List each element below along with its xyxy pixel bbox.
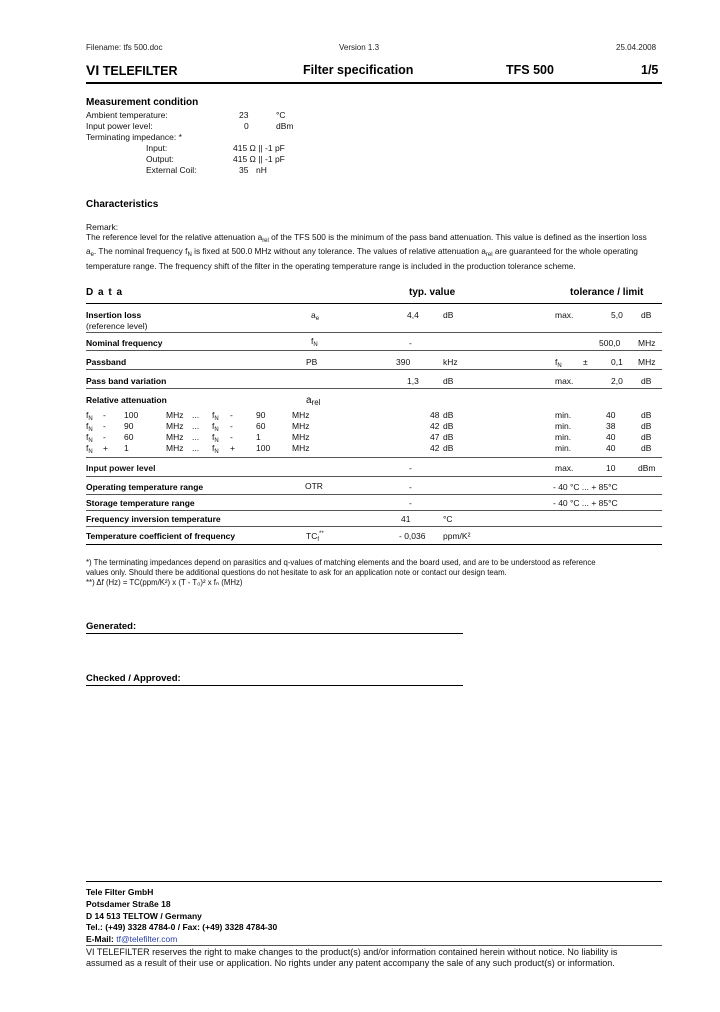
rel-att-cell-tol: 38 <box>606 421 616 431</box>
rel-att-cell-pre: min. <box>555 410 572 420</box>
power-value: 0 <box>244 121 249 131</box>
table-top-rule <box>86 303 662 304</box>
rel-att-cell-v2: 90 <box>256 410 266 420</box>
col-header-tol: tolerance / limit <box>570 287 644 298</box>
footnote-3: **) Δf (Hz) = TC(ppm/K²) x (T - T₀)² x fₙ (MHz) <box>86 578 243 587</box>
row-passband-variation-typ-unit: dB <box>443 376 454 386</box>
rel-att-cell-pre: min. <box>555 421 572 431</box>
generated-signature-line <box>86 633 463 634</box>
row-inversion-typ-unit: °C <box>443 514 453 524</box>
power-label: Input power level: <box>86 121 153 131</box>
page-number: 1/5 <box>641 63 659 77</box>
row-passband-variation-tol-pre: max. <box>555 376 574 386</box>
row-otr-symbol: OTR <box>305 481 323 491</box>
checked-signature-line <box>86 685 463 686</box>
row-nominal-frequency-symbol: $f_N$ <box>311 336 318 348</box>
row-passband-tol-unit: MHz <box>638 357 656 367</box>
rel-att-cell-u2: MHz <box>292 443 310 453</box>
row-passband-typ: 390 <box>396 357 411 367</box>
row-divider <box>86 388 662 389</box>
rel-att-cell-typ: 42 <box>430 421 440 431</box>
coil-unit: nH <box>256 165 267 175</box>
rel-att-cell-typ_unit: dB <box>443 432 454 442</box>
row-passband-variation-label: Pass band variation <box>86 376 167 386</box>
ambient-value: 23 <box>239 110 249 120</box>
rel-att-cell-tol: 40 <box>606 432 616 442</box>
row-tc-typ-unit: ppm/K² <box>443 531 471 541</box>
rel-att-cell-tol_unit: dB <box>641 443 652 453</box>
rel-att-cell-typ: 42 <box>430 443 440 453</box>
row-power-typ: - <box>409 463 412 473</box>
row-otr-tol: - 40 °C ... + 85°C <box>553 482 618 492</box>
rel-att-cell-tol_unit: dB <box>641 410 652 420</box>
date-text: 25.04.2008 <box>616 43 657 52</box>
rel-att-cell-tol: 40 <box>606 443 616 453</box>
footer-rule <box>86 881 662 882</box>
rel-att-cell-u1: MHz <box>166 432 184 442</box>
rel-att-cell-sign: - <box>103 432 106 442</box>
rel-att-cell-v1: 60 <box>124 432 134 442</box>
footnote-2: values only. Should there be additional questions do not hesitate to ask for an application note or contact our design team. <box>86 568 507 577</box>
rel-att-cell-v1: 90 <box>124 421 134 431</box>
term-label: Terminating impedance: * <box>86 132 182 142</box>
rel-att-cell-pre: min. <box>555 443 572 453</box>
row-inversion-label: Frequency inversion temperature <box>86 514 221 524</box>
row-insertion-loss-typ-unit: dB <box>443 310 454 320</box>
ambient-unit: °C <box>276 110 286 120</box>
power-unit: dBm <box>276 121 294 131</box>
header-divider <box>86 82 662 84</box>
rel-att-cell-dots: ... <box>192 410 200 420</box>
row-passband-variation-tol: 2,0 <box>611 376 623 386</box>
remark-line-3: temperature range. The frequency shift of the filter in the operating temperature range is included in the production tolerance scheme. <box>86 260 576 271</box>
row-divider <box>86 494 662 495</box>
footer-email-link[interactable]: tf@telefilter.com <box>116 934 178 944</box>
checked-label: Checked / Approved: <box>86 673 181 684</box>
rel-att-cell-sign: - <box>103 410 106 420</box>
row-insertion-loss-symbol: $a_e$ <box>311 310 320 322</box>
footer-company: Tele Filter GmbH <box>86 887 154 897</box>
row-passband-plusminus: ± <box>583 357 588 367</box>
rel-att-cell-f: $f_N$ <box>86 443 93 455</box>
rel-att-cell-typ: 47 <box>430 432 440 442</box>
rel-att-cell-u2: MHz <box>292 410 310 420</box>
company-title <box>86 62 177 78</box>
output-value: 415 Ω || -1 pF <box>233 154 285 164</box>
row-divider <box>86 457 662 458</box>
rel-att-cell-sign2: + <box>230 443 235 453</box>
row-divider <box>86 369 662 370</box>
rel-att-cell-tol_unit: dB <box>641 421 652 431</box>
rel-att-cell-typ_unit: dB <box>443 421 454 431</box>
col-header-typ: typ. value <box>409 287 456 298</box>
input-label: Input: <box>146 143 168 153</box>
row-insertion-loss-tol-pre: max. <box>555 310 574 320</box>
row-power-label: Input power level <box>86 463 156 473</box>
row-nominal-frequency-label: Nominal frequency <box>86 338 163 348</box>
row-insertion-loss-tol: 5,0 <box>611 310 623 320</box>
rel-att-cell-v2: 100 <box>256 443 271 453</box>
row-passband-tol-pre: $f_N$ <box>555 357 562 369</box>
rel-att-cell-u1: MHz <box>166 421 184 431</box>
row-storage-label: Storage temperature range <box>86 498 195 508</box>
rel-att-cell-sign2: - <box>230 432 233 442</box>
row-nominal-frequency-tol: 500,0 <box>599 338 621 348</box>
rel-att-cell-typ: 48 <box>430 410 440 420</box>
row-passband-typ-unit: kHz <box>443 357 458 367</box>
rel-att-cell-f: $f_N$ <box>86 410 93 422</box>
product-title: TFS 500 <box>506 63 554 77</box>
row-storage-tol: - 40 °C ... + 85°C <box>553 498 618 508</box>
rel-att-cell-f2: $f_N$ <box>212 410 219 422</box>
footer-disclaimer-2: assumed as a result of their use or application. No rights under any patent accompany the sale of any such product(s) or information. <box>86 958 615 968</box>
company-logo-prefix: VI <box>86 62 100 78</box>
footer-city: D 14 513 TELTOW / Germany <box>86 911 202 921</box>
filename-text: Filename: tfs 500.doc <box>86 43 163 52</box>
input-value: 415 Ω || -1 pF <box>233 143 285 153</box>
coil-value: 35 <box>239 165 249 175</box>
rel-att-cell-v2: 60 <box>256 421 266 431</box>
rel-att-cell-sign2: - <box>230 410 233 420</box>
row-divider <box>86 510 662 511</box>
remark-line-2: $a_e$. The nominal frequency $f_N$ is fixed at 500.0 MHz without any tolerance. The values of relative attenuation $a_{rel}$ are guaranteed for the whole operating <box>86 246 638 259</box>
col-header-data: D a t a <box>86 287 124 298</box>
row-otr-typ: - <box>409 482 412 492</box>
footer-email-label: E-Mail: <box>86 934 117 944</box>
row-insertion-loss-typ: 4,4 <box>407 310 419 320</box>
remark-label: Remark: <box>86 222 119 232</box>
rel-att-label: Relative attenuation <box>86 395 167 405</box>
row-tc-symbol: $TC_f^{**}$ <box>306 531 324 543</box>
rel-att-cell-f: $f_N$ <box>86 432 93 444</box>
row-otr-label: Operating temperature range <box>86 482 204 492</box>
rel-att-cell-f2: $f_N$ <box>212 432 219 444</box>
rel-att-cell-v1: 100 <box>124 410 139 420</box>
row-passband-variation-typ: 1,3 <box>407 376 419 386</box>
remark-line-1: The reference level for the relative attenuation $a_{rel}$ of the TFS 500 is the minimum of the pass band attenuation. This value is defined as the insertion loss <box>86 232 647 244</box>
row-insertion-loss-tol-unit: dB <box>641 310 652 320</box>
rel-att-cell-tol_unit: dB <box>641 432 652 442</box>
rel-att-cell-dots: ... <box>192 421 200 431</box>
version-text: Version 1.3 <box>339 43 380 52</box>
row-divider <box>86 476 662 477</box>
rel-att-cell-sign: + <box>103 443 108 453</box>
rel-att-cell-dots: ... <box>192 432 200 442</box>
rel-att-cell-sign: - <box>103 421 106 431</box>
rel-att-cell-typ_unit: dB <box>443 410 454 420</box>
rel-att-cell-f: $f_N$ <box>86 421 93 433</box>
footer-disclaimer-1: VI TELEFILTER reserves the right to make changes to the product(s) and/or information contained herein without notice. No liability is <box>86 947 618 957</box>
row-passband-symbol: PB <box>306 357 318 367</box>
row-inversion-typ: 41 <box>401 514 411 524</box>
rel-att-cell-dots: ... <box>192 443 200 453</box>
table-bottom-rule <box>86 544 662 545</box>
characteristics-title: Characteristics <box>86 199 159 210</box>
row-storage-typ: - <box>409 498 412 508</box>
row-insertion-loss-label: Insertion loss <box>86 310 142 320</box>
rel-att-cell-v1: 1 <box>124 443 129 453</box>
company-name: TELEFILTER <box>102 64 178 78</box>
row-nominal-frequency-tol-unit: MHz <box>638 338 656 348</box>
footnote-1: *) The terminating impedances depend on parasitics and q-values of matching elements and the board used, and are to be understood as reference <box>86 558 596 567</box>
row-tc-typ: - 0,036 <box>399 531 426 541</box>
coil-label: External Coil: <box>146 165 197 175</box>
row-power-tol-pre: max. <box>555 463 574 473</box>
rel-att-cell-sign2: - <box>230 421 233 431</box>
remark-paragraph <box>86 232 676 271</box>
row-divider <box>86 332 662 333</box>
row-power-tol: 10 <box>606 463 616 473</box>
row-insertion-loss-sub: (reference level) <box>86 321 148 331</box>
doc-type-title: Filter specification <box>303 63 414 77</box>
row-passband-tol: 0,1 <box>611 357 623 367</box>
footer-email-row <box>86 934 177 944</box>
rel-att-cell-typ_unit: dB <box>443 443 454 453</box>
rel-att-cell-f2: $f_N$ <box>212 421 219 433</box>
generated-label: Generated: <box>86 621 137 632</box>
output-label: Output: <box>146 154 174 164</box>
ambient-label: Ambient temperature: <box>86 110 168 120</box>
row-nominal-frequency-typ: - <box>409 338 412 348</box>
row-divider <box>86 526 662 527</box>
rel-att-cell-v2: 1 <box>256 432 261 442</box>
rel-att-cell-u1: MHz <box>166 410 184 420</box>
measurement-title: Measurement condition <box>86 97 199 108</box>
footer-tel: Tel.: (+49) 3328 4784-0 / Fax: (+49) 3328 4784-30 <box>86 922 278 932</box>
row-divider <box>86 350 662 351</box>
rel-att-cell-pre: min. <box>555 432 572 442</box>
footer-street: Potsdamer Straße 18 <box>86 899 171 909</box>
rel-att-cell-u2: MHz <box>292 421 310 431</box>
footer-rule-2 <box>86 945 662 946</box>
row-power-tol-unit: dBm <box>638 463 656 473</box>
rel-att-cell-u1: MHz <box>166 443 184 453</box>
rel-att-cell-tol: 40 <box>606 410 616 420</box>
rel-att-cell-u2: MHz <box>292 432 310 442</box>
rel-att-symbol: $a_{rel}$ <box>306 395 321 407</box>
rel-att-cell-f2: $f_N$ <box>212 443 219 455</box>
row-passband-label: Passband <box>86 357 127 367</box>
row-tc-label: Temperature coefficient of frequency <box>86 531 236 541</box>
row-passband-variation-tol-unit: dB <box>641 376 652 386</box>
